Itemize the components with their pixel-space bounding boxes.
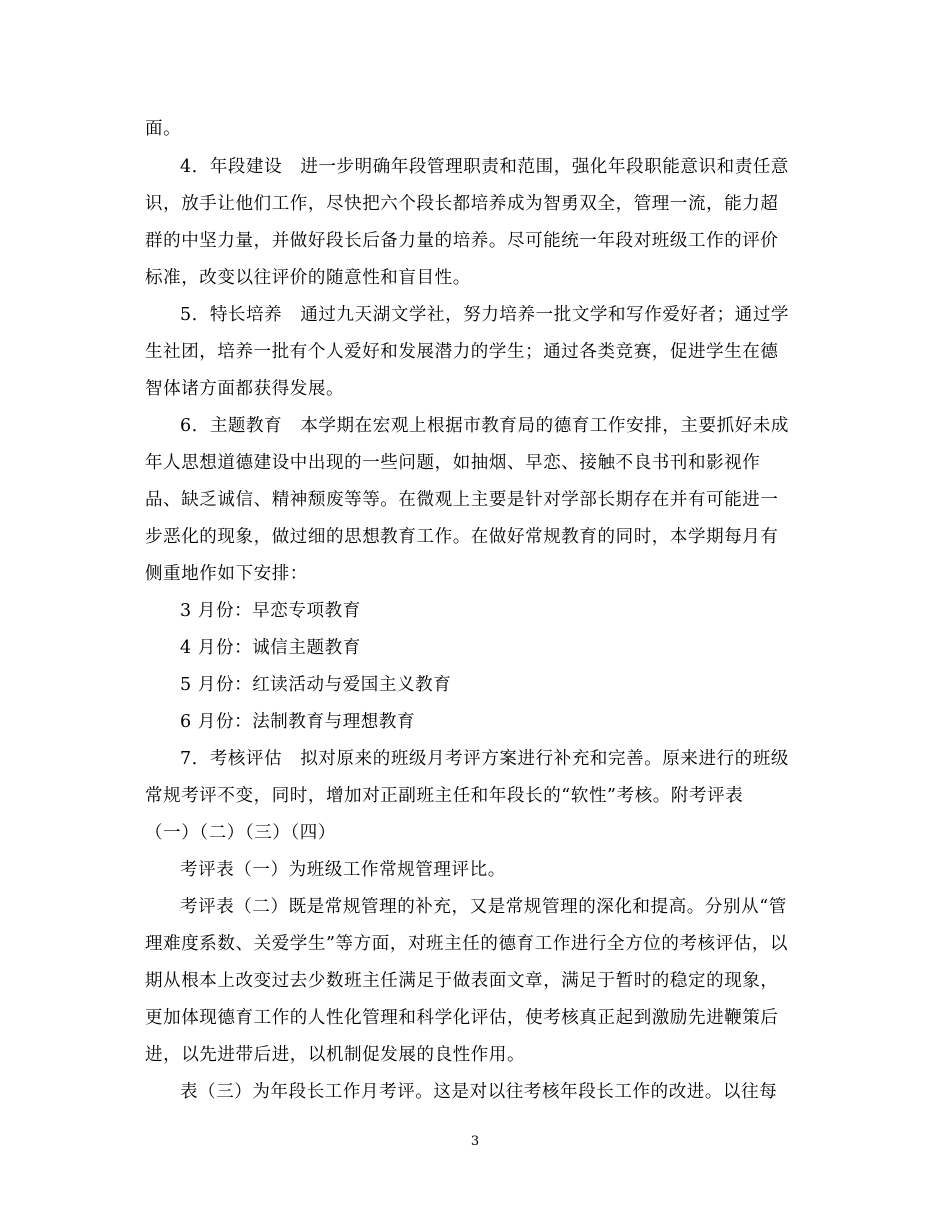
text-line: 表（三）为年段长工作月考评。这是对以往考核年段长工作的改进。以往每: [180, 1082, 778, 1102]
paragraph-heading-line: 4．年段建设 进一步明确年段管理职责和范围，强化年段职能意识和责任意: [180, 157, 790, 177]
text-line: 常规考评不变，同时，增加对正副班主任和年段长的“软性”考核。附考评表: [145, 786, 744, 806]
text-line: 年人思想道德建设中出现的一些问题，如抽烟、早恋、接触不良书刊和影视作: [145, 453, 761, 473]
text-line: 更加体现德育工作的人性化管理和科学化评估，使考核真正起到激励先进鞭策后: [145, 1008, 779, 1028]
text-line: 期从根本上改变过去少数班主任满足于做表面文章，满足于暂时的稳定的现象，: [145, 971, 779, 991]
page-number: 3: [470, 1134, 480, 1149]
text-line: 考评表（二）既是常规管理的补充，又是常规管理的深化和提高。分别从“管: [180, 897, 787, 917]
text-line: 生社团，培养一批有个人爱好和发展潜力的学生；通过各类竞赛，促进学生在德: [145, 342, 779, 362]
paragraph-heading-line: 6．主题教育 本学期在宏观上根据市教育局的德育工作安排，主要抓好未成: [180, 416, 790, 436]
paragraph-heading-line: 7．考核评估 拟对原来的班级月考评方案进行补充和完善。原来进行的班级: [180, 749, 790, 769]
text-line: 品、缺乏诚信、精神颓废等等。在微观上主要是针对学部长期存在并有可能进一: [145, 490, 779, 510]
text-line: 标准，改变以往评价的随意性和盲目性。: [145, 268, 471, 288]
paragraph-heading-line: 5．特长培养 通过九天湖文学社，努力培养一批文学和写作爱好者；通过学: [180, 305, 790, 325]
schedule-item: 4 月份：诚信主题教育: [180, 638, 361, 658]
text-line: 群的中坚力量，并做好段长后备力量的培养。尽可能统一年段对班级工作的评价: [145, 231, 779, 251]
text-line: 识，放手让他们工作，尽快把六个段长都培养成为智勇双全，管理一流，能力超: [145, 194, 779, 214]
text-line: （一）（二）（三）（四）: [145, 823, 336, 843]
text-line: 面。: [145, 119, 182, 139]
text-line: 进，以先进带后进，以机制促发展的良性作用。: [145, 1045, 526, 1065]
text-line: 步恶化的现象，做过细的思想教育工作。在做好常规教育的同时，本学期每月有: [145, 527, 779, 547]
text-line: 考评表（一）为班级工作常规管理评比。: [180, 860, 506, 880]
schedule-item: 3 月份：早恋专项教育: [180, 601, 361, 621]
schedule-item: 5 月份：红读活动与爱国主义教育: [180, 675, 452, 695]
text-line: 理难度系数、关爱学生”等方面，对班主任的德育工作进行全方位的考核评估，以: [145, 934, 789, 954]
schedule-item: 6 月份：法制教育与理想教育: [180, 712, 416, 732]
text-line: 侧重地作如下安排：: [145, 564, 308, 584]
text-line: 智体诸方面都获得发展。: [145, 379, 345, 399]
